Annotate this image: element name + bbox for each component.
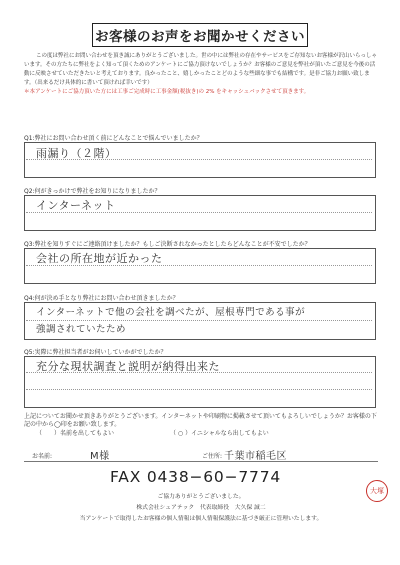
question-5-answer: 充分な現状調査と説明が納得出来た <box>36 360 220 373</box>
question-5-label: Q5:実際に弊社担当者がお伺いしていかがでしたか？ <box>24 349 167 356</box>
footer-thanks: ご協力ありがとうございました。 <box>157 494 245 500</box>
question-4-answer-line-1: インターネットで他の会社を調べたが、屋根専門である事が <box>36 307 306 318</box>
question-1-answer: 雨漏り（２階） <box>36 147 117 160</box>
fax-number: FAX 0438−60−7774 <box>110 468 282 486</box>
cashback-note: ＊本アンケートにご協力頂いた方には工事ご完成時に工事金額(税抜き)の 2% をキャッシュバックさせて頂きます。 <box>24 89 310 95</box>
footer-privacy: 当アンケートで取得したお客様の個人情報は個人情報保護法に基づき厳正に管理いたします。 <box>79 516 323 522</box>
question-2-answer: インターネット <box>36 199 116 212</box>
page-title <box>92 23 308 47</box>
answer-line <box>26 389 372 390</box>
question-2-label: Q2:何がきっかけで弊社をお知りになりましたか？ <box>24 188 161 195</box>
question-4-label: Q4:何が決め手となり弊社にお問い合わせ頂きましたか？ <box>24 295 179 302</box>
option-initial-ok[interactable]: （ ○ ）イニシャルなら出してもよい <box>170 430 269 437</box>
intro-paragraph: この度は弊社にお問い合わせを頂き誠にありがとうございました。世の中には弊社の存在やサービスをご存知ないお客様が沢山いらっしゃいます。その方たちに弊社をよく知って頂くためのアンケートにご協力頂けないでしょうか？お客様のご意見を弊社が頂いたご意見を今後の活動に反映させていただきたいと考えております。良かったこと、嬉しかったことどのような些細な事でも結構です。是非ご協力お願い致します。（出来るだけ具体的に書いて頂ければ幸いです） <box>24 53 378 86</box>
footer-company: 株式会社シェアテック 代表取締役 大久保 誠二 <box>136 505 266 511</box>
option-name-ok[interactable]: （ ）名前を出してもよい <box>36 430 115 437</box>
name-value: M様 <box>90 451 110 462</box>
name-address-row <box>24 447 378 462</box>
address-label: ご住所: <box>202 453 223 460</box>
address-value: 千葉市稲毛区 <box>224 451 287 462</box>
page-title-text: お客様のお声をお聞かせください <box>95 29 305 45</box>
question-1-label: Q1:弊社にお問い合わせ頂く前にどんなことで悩んでいましたか？ <box>24 135 203 142</box>
publish-question: 上記についてお聞かせ頂きありがとうございます。インターネットや印刷物に掲載させて頂いてもよろしいでしょうか？お客様の下記の中から◯印をお願い致します。 <box>24 413 377 428</box>
intro-text <box>24 52 380 97</box>
question-3-answer: 会社の所在地が近かった <box>36 252 163 265</box>
question-3-label: Q3:弊社を知りすぐにご連絡頂けましたか？もしご決断されなかったとしたらどんなことが不安でしたか？ <box>24 241 311 248</box>
question-4-answer-line-2: 強調されていたため <box>36 324 127 335</box>
name-label: お名前: <box>32 453 53 460</box>
publish-choices <box>36 428 269 437</box>
seal-stamp: 大塚 <box>366 480 388 502</box>
